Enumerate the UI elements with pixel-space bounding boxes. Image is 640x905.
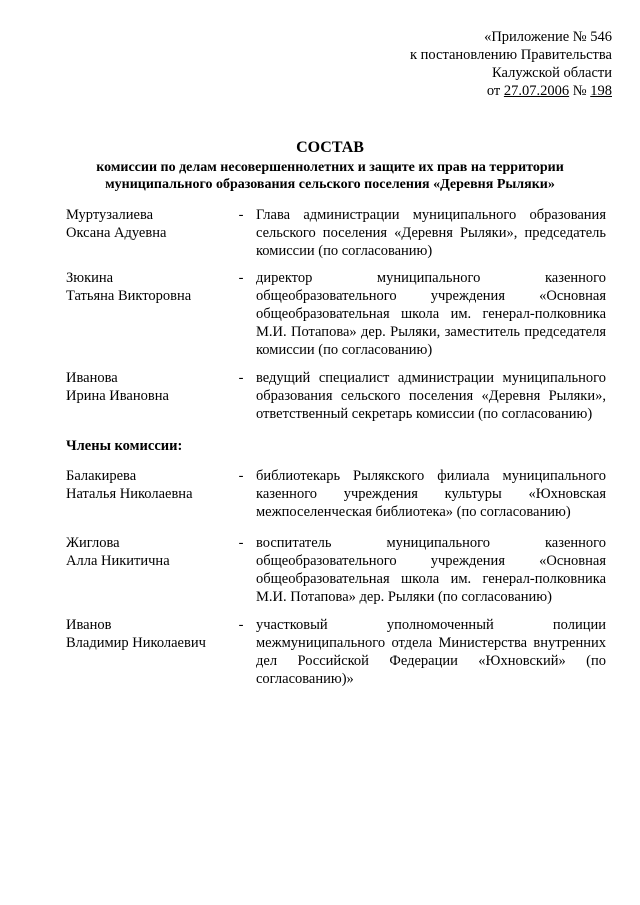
person-name <box>66 369 231 405</box>
document-subtitle: комиссии по делам несовершеннолетних и защите их прав на территории муниципального образования сельского поселения «Деревня Рыляки» <box>96 160 564 192</box>
header-line-appendix: «Приложение № 546 <box>484 29 612 45</box>
surname: Иванова <box>66 370 118 386</box>
header-date-prefix: от <box>486 83 504 99</box>
separator-dash: - <box>238 468 244 484</box>
person-role: участковый уполномоченный полиции межмуниципального отдела Министерства внутренних дел Российской Федерации «Юхновский» (по согласованию)» <box>256 617 606 687</box>
person-role: библиотекарь Рылякского филиала муниципального казенного учреждения культуры «Юхновская межпоселенческая библиотека» (по согласованию) <box>256 468 606 520</box>
person-name <box>66 269 231 305</box>
surname: Иванов <box>66 617 112 633</box>
surname: Жиглова <box>66 535 120 551</box>
separator-dash: - <box>238 617 244 633</box>
title-block <box>60 138 600 193</box>
given-names: Алла Никитична <box>66 553 170 569</box>
document-title: СОСТАВ <box>296 139 364 156</box>
person-name <box>66 467 231 503</box>
separator-dash: - <box>238 370 244 386</box>
person-name <box>66 206 231 242</box>
given-names: Владимир Николаевич <box>66 635 206 651</box>
separator-dash: - <box>238 207 244 223</box>
surname: Муртузалиева <box>66 207 154 223</box>
header-line-region: Калужской области <box>492 65 612 81</box>
given-names: Оксана Адуевна <box>66 225 167 241</box>
person-name <box>66 616 231 652</box>
given-names: Наталья Николаевна <box>66 486 193 502</box>
person-role: воспитатель муниципального казенного общеобразовательного учреждения «Основная общеобразовательная школа им. генерал-полковника М.И. Потапова» дер. Рыляки (по согласованию) <box>256 535 606 605</box>
members-heading: Члены комиссии: <box>66 438 183 454</box>
person-role: ведущий специалист администрации муниципального образования сельского поселения «Деревня Рыляки», ответственный секретарь комиссии (по согласованию) <box>256 370 606 422</box>
separator-dash: - <box>238 535 244 551</box>
person-role: директор муниципального казенного общеобразовательного учреждения «Основная общеобразовательная школа им. генерал-полковника М.И. Потапова» дер. Рыляки, заместитель председателя комиссии (по согласованию) <box>256 270 606 358</box>
surname: Балакирева <box>66 468 137 484</box>
appendix-header <box>312 28 612 100</box>
person-role: Глава администрации муниципального образования сельского поселения «Деревня Рыляки», председатель комиссии (по согласованию) <box>256 207 606 259</box>
header-number-label: № <box>569 83 591 99</box>
header-line-resolution: к постановлению Правительства <box>410 47 612 63</box>
header-line-date <box>312 82 612 100</box>
header-date: 27.07.2006 <box>503 83 570 99</box>
given-names: Татьяна Викторовна <box>66 288 192 304</box>
header-number: 198 <box>590 83 612 99</box>
given-names: Ирина Ивановна <box>66 388 169 404</box>
person-name <box>66 534 231 570</box>
surname: Зюкина <box>66 270 114 286</box>
separator-dash: - <box>238 270 244 286</box>
